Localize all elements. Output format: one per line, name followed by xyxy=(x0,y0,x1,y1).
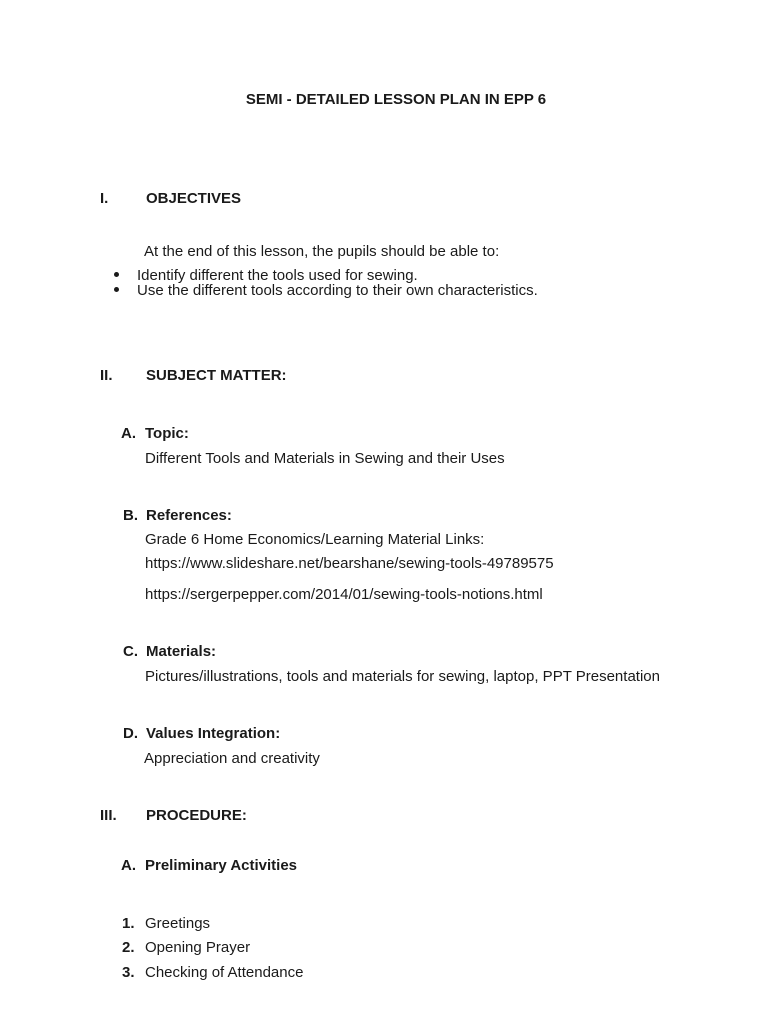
bullet-icon xyxy=(114,287,119,292)
list-item: Checking of Attendance xyxy=(145,964,304,981)
subsection-label-topic: Topic: xyxy=(145,425,189,442)
objective-item: Use the different tools according to their own characteristics. xyxy=(137,282,538,299)
subsection-letter-references: B. xyxy=(123,507,138,524)
section-heading-procedure: PROCEDURE: xyxy=(146,807,247,824)
section-heading-subject-matter: SUBJECT MATTER: xyxy=(146,367,287,384)
subsection-label-values: Values Integration: xyxy=(146,725,281,742)
list-number: 2. xyxy=(122,939,135,956)
subsection-label-preliminary: Preliminary Activities xyxy=(145,857,298,874)
subsection-letter-preliminary: A. xyxy=(121,857,136,874)
list-item: Greetings xyxy=(145,915,211,932)
materials-text: Pictures/illustrations, tools and materials for sewing, laptop, PPT Presentation xyxy=(145,668,660,685)
topic-text: Different Tools and Materials in Sewing and their Uses xyxy=(145,450,505,467)
list-number: 1. xyxy=(122,915,135,932)
subsection-label-materials: Materials: xyxy=(146,643,217,660)
objective-item: Identify different the tools used for sewing. xyxy=(137,267,418,284)
section-numeral-subject-matter: II. xyxy=(100,367,113,384)
references-line: Grade 6 Home Economics/Learning Material Links: xyxy=(145,531,485,548)
values-text: Appreciation and creativity xyxy=(144,750,320,767)
section-heading-objectives: OBJECTIVES xyxy=(146,190,242,207)
subsection-label-references: References: xyxy=(146,507,232,524)
subsection-letter-materials: C. xyxy=(123,643,138,660)
reference-link[interactable]: https://www.slideshare.net/bearshane/sewing-tools-49789575 xyxy=(145,555,554,572)
list-item: Opening Prayer xyxy=(145,939,251,956)
list-number: 3. xyxy=(122,964,135,981)
page-title: SEMI - DETAILED LESSON PLAN IN EPP 6 xyxy=(245,91,547,108)
section-numeral-procedure: III. xyxy=(100,807,117,824)
objectives-intro: At the end of this lesson, the pupils should be able to: xyxy=(144,243,500,260)
section-numeral-objectives: I. xyxy=(100,190,109,207)
subsection-letter-values: D. xyxy=(123,725,138,742)
reference-link[interactable]: https://sergerpepper.com/2014/01/sewing-tools-notions.html xyxy=(145,586,543,603)
subsection-letter-topic: A. xyxy=(121,425,136,442)
bullet-icon xyxy=(114,272,119,277)
